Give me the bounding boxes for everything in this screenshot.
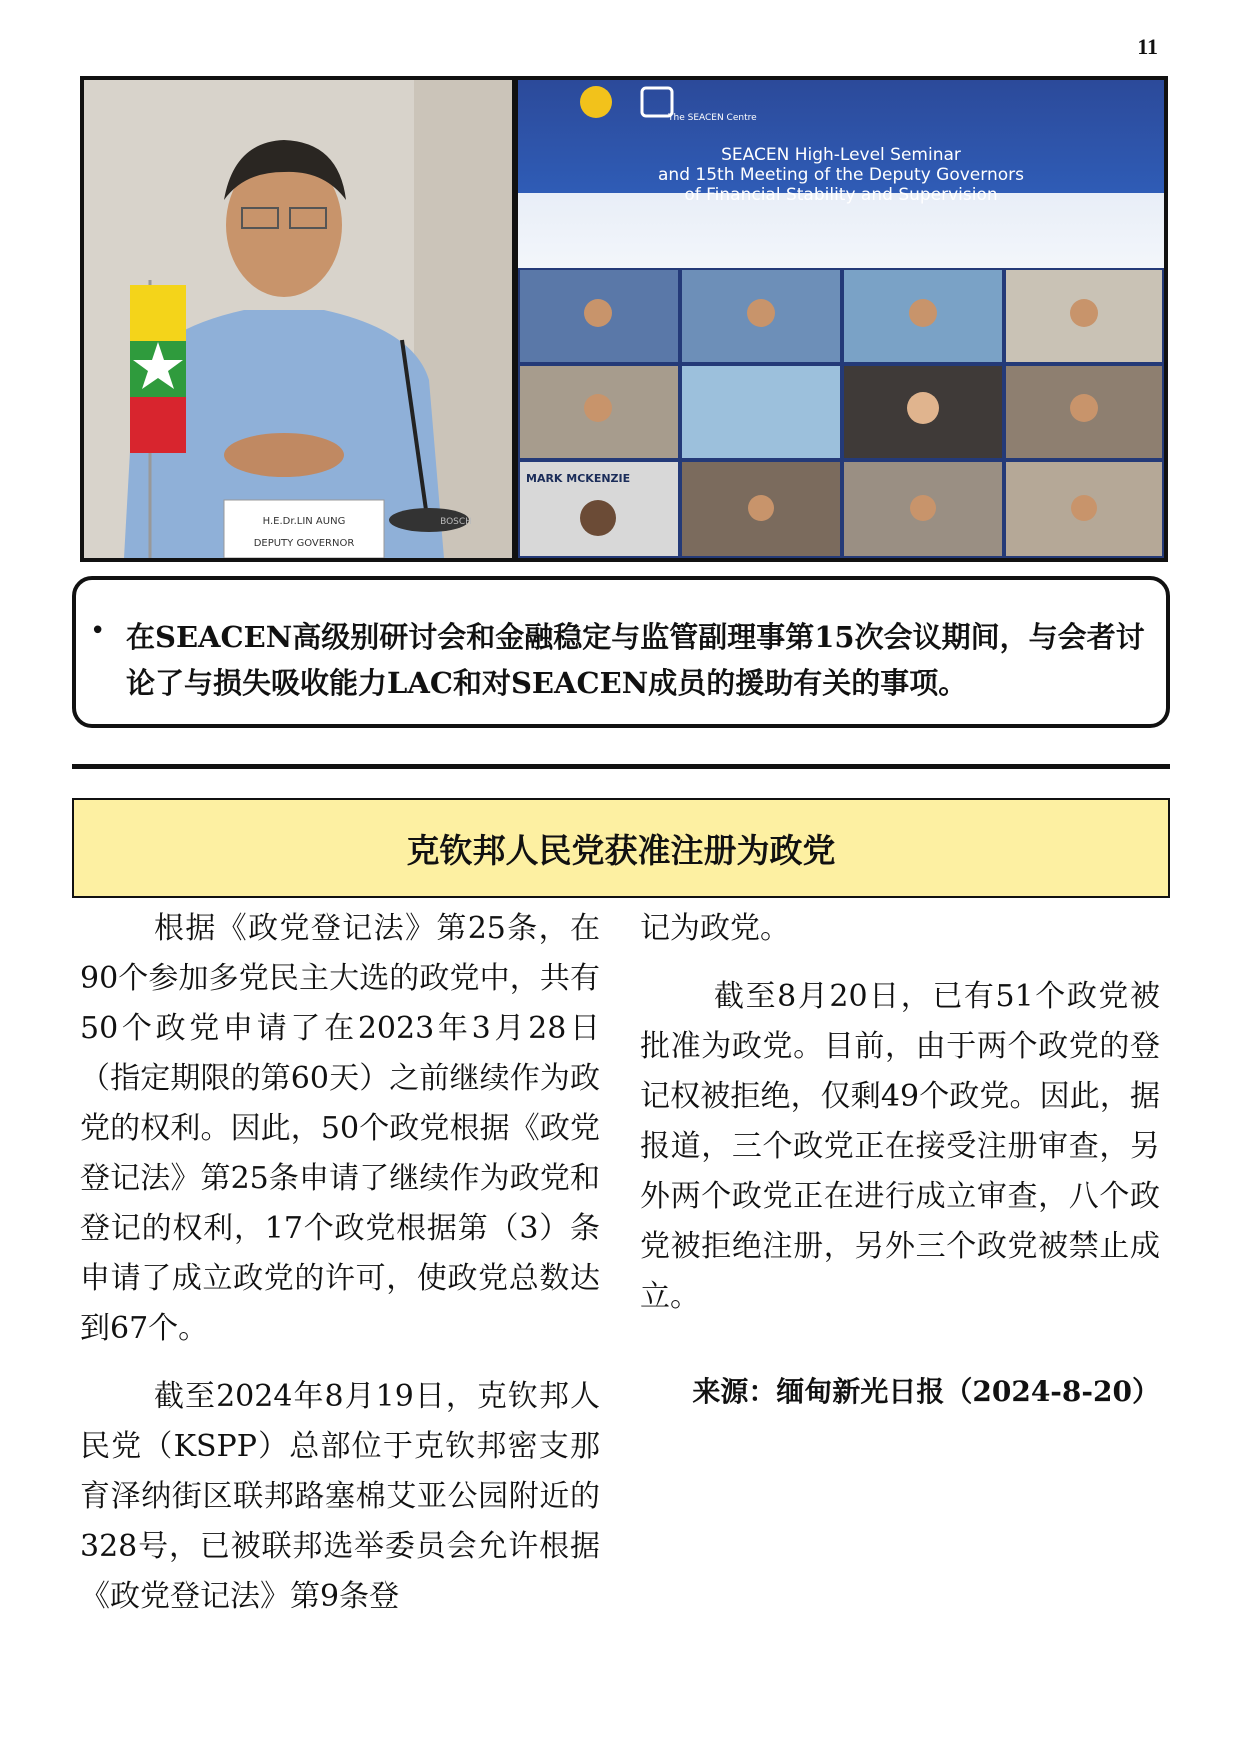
article-column-right bbox=[640, 904, 1160, 1322]
article-title-box bbox=[72, 798, 1170, 898]
article-paragraph-2-continued: 记为政党。 bbox=[640, 911, 790, 946]
mic-brand: BOSCH bbox=[440, 517, 472, 527]
nameplate-title: DEPUTY GOVERNOR bbox=[253, 538, 355, 549]
article-source: 来源：缅甸新光日报（2024-8-20） bbox=[692, 1375, 1160, 1408]
tile-name-label: MARK MCKENZIE bbox=[526, 472, 631, 485]
official-photo-illustration bbox=[84, 80, 512, 558]
article-title: 克钦邦人民党获准注册为政党 bbox=[406, 830, 836, 870]
page-number: 11 bbox=[1137, 34, 1158, 59]
banner-org: The SEACEN Centre bbox=[668, 113, 757, 123]
seminar-banner bbox=[518, 80, 1164, 268]
official-photo bbox=[84, 80, 512, 558]
section-divider bbox=[72, 764, 1170, 769]
photo-caption-box bbox=[72, 576, 1170, 728]
participant-tiles bbox=[518, 268, 1164, 558]
article-paragraph-3: 截至8月20日，已有51个政党被批准为政党。目前，由于两个政党的登记权被拒绝，仅剩49个政党。因此，据报道，三个政党正在接受注册审查，另外两个政党正在进行成立审查，八个政党被拒绝注册，另外三个政党被禁止成立。 bbox=[640, 979, 1160, 1314]
article-paragraph-1: 根据《政党登记法》第25条，在90个参加多党民主大选的政党中，共有50个政党申请了在2023年3月28日（指定期限的第60天）之前继续作为政党的权利。因此，50个政党根据《政党登记法》第25条申请了继续作为政党和登记的权利，17个政党根据第（3）条申请了成立政党的许可，使政党总数达到67个。 bbox=[80, 911, 600, 1346]
article-paragraph-2: 截至2024年8月19日，克钦邦人民党（KSPP）总部位于克钦邦密支那育泽纳街区联邦路塞棉艾亚公园附近的328号，已被联邦选举委员会允许根据《政党登记法》第9条登 bbox=[80, 1379, 600, 1614]
article-column-left bbox=[80, 904, 600, 1622]
video-conference-screen bbox=[518, 80, 1164, 558]
banner-logos bbox=[518, 80, 1164, 268]
banner-title-line2: and 15th Meeting of the Deputy Governors bbox=[658, 165, 1024, 185]
bullet-icon: • bbox=[90, 616, 106, 646]
banner-title-line3: of Financial Stability and Supervision bbox=[684, 185, 998, 205]
nameplate-name: H.E.Dr.LIN AUNG bbox=[262, 516, 346, 527]
photo-caption: 在SEACEN高级别研讨会和金融稳定与监管副理事第15次会议期间，与会者讨论了与损失吸收能力LAC和对SEACEN成员的援助有关的事项。 bbox=[126, 620, 1145, 700]
news-photo bbox=[80, 76, 1168, 562]
banner-title-line1: SEACEN High-Level Seminar bbox=[721, 145, 961, 165]
